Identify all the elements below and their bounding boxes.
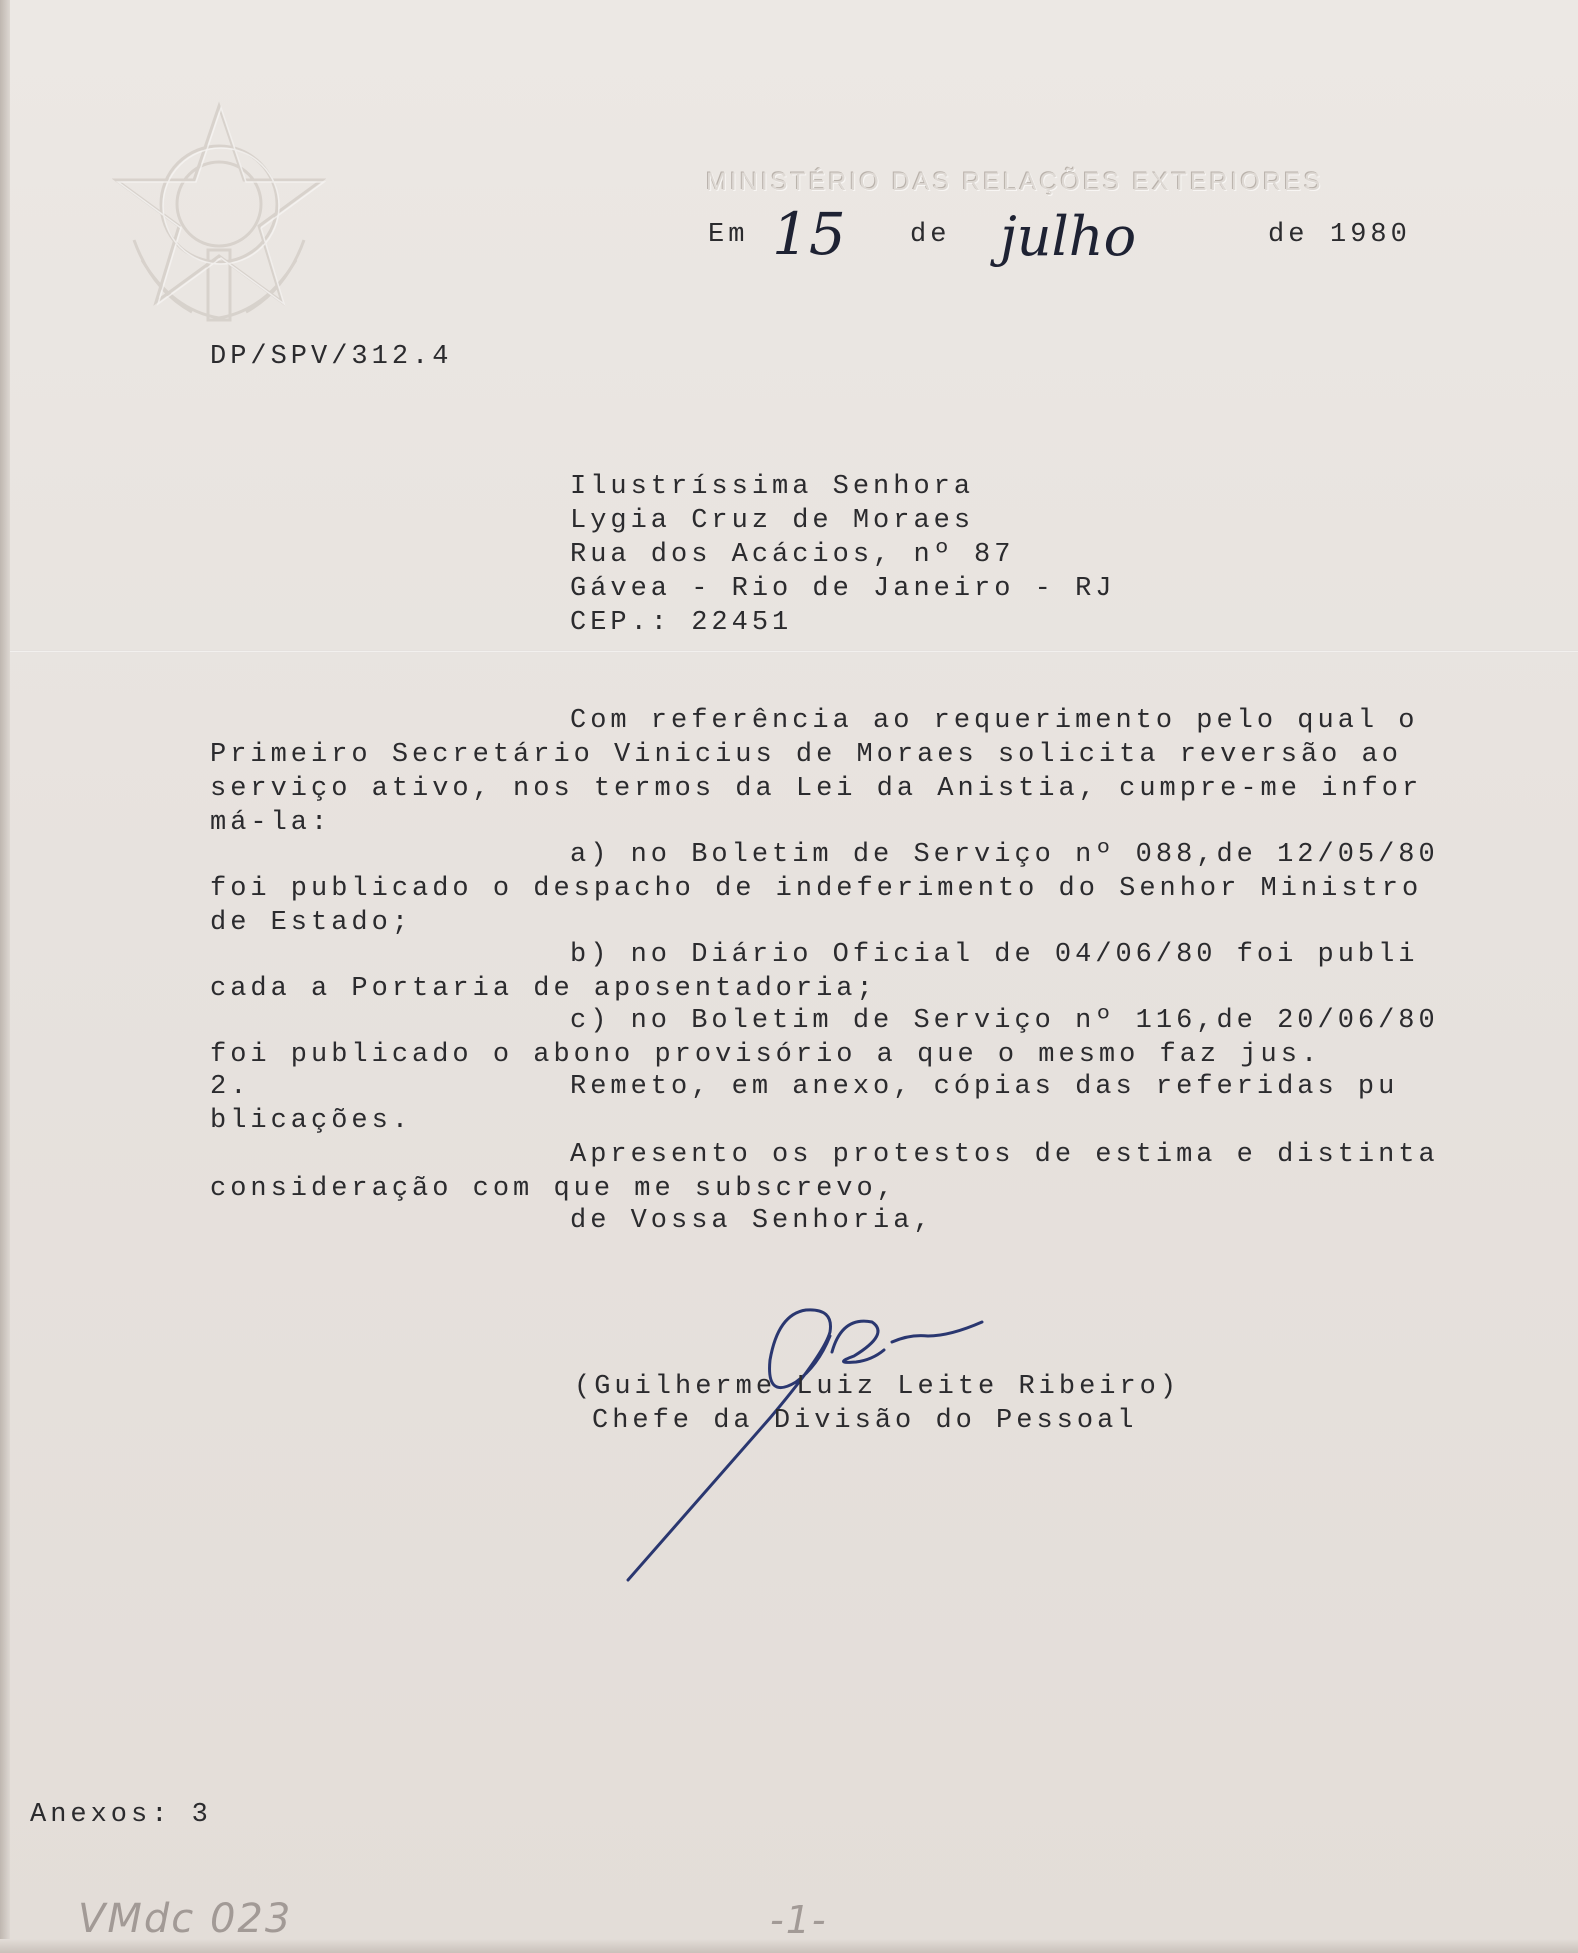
- document-reference: DP/SPV/312.4: [210, 342, 453, 372]
- date-prefix: Em: [708, 220, 749, 250]
- body-line: foi publicado o abono provisório a que o mesmo faz jus.: [210, 1040, 1322, 1070]
- body-line: serviço ativo, nos termos da Lei da Anistia, cumpre-me infor: [210, 774, 1423, 804]
- body-line: foi publicado o despacho de indeferimento do Senhor Ministro: [210, 874, 1423, 904]
- signatory-title: Chefe da Divisão do Pessoal: [592, 1406, 1138, 1436]
- date-month-handwritten: julho: [1000, 205, 1137, 268]
- closing-line: de Vossa Senhoria,: [570, 1206, 934, 1236]
- recipient-street: Rua dos Acácios, nº 87: [570, 540, 1015, 570]
- body-line: blicações.: [210, 1106, 413, 1136]
- coat-of-arms-emboss-icon: [112, 100, 326, 326]
- body-line: Apresento os protestos de estima e distinta: [570, 1140, 1439, 1170]
- handwritten-signature: [610, 1290, 1010, 1600]
- body-line: Com referência ao requerimento pelo qual o: [570, 706, 1419, 736]
- recipient-cep: CEP.: 22451: [570, 608, 793, 638]
- body-line: Primeiro Secretário Vinicius de Moraes solicita reversão ao: [210, 740, 1402, 770]
- paragraph-number: 2.: [210, 1072, 251, 1102]
- date-day-handwritten: 15: [772, 200, 846, 268]
- date-year: 1980: [1330, 220, 1411, 250]
- paper-fold: [10, 650, 1578, 653]
- body-line: cada a Portaria de aposentadoria;: [210, 974, 877, 1004]
- body-line: a) no Boletim de Serviço nº 088,de 12/05/80: [570, 840, 1439, 870]
- body-line: consideração com que me subscrevo,: [210, 1174, 897, 1204]
- date-de-1: de: [910, 220, 951, 250]
- recipient-city: Gávea - Rio de Janeiro - RJ: [570, 574, 1116, 604]
- body-line: b) no Diário Oficial de 04/06/80 foi publi: [570, 940, 1419, 970]
- body-line: c) no Boletim de Serviço nº 116,de 20/06/80: [570, 1006, 1439, 1036]
- body-line: Remeto, em anexo, cópias das referidas pu: [570, 1072, 1399, 1102]
- body-line: de Estado;: [210, 908, 413, 938]
- recipient-salutation: Ilustríssima Senhora: [570, 472, 975, 502]
- paper-edge-left: [0, 0, 10, 1953]
- date-de-2: de: [1268, 220, 1309, 250]
- signatory-name: (Guilherme Luiz Leite Ribeiro): [574, 1372, 1181, 1402]
- recipient-name: Lygia Cruz de Moraes: [570, 506, 975, 536]
- page-number-pencil: -1-: [770, 1898, 828, 1942]
- body-line: má-la:: [210, 808, 332, 838]
- annexes-count: Anexos: 3: [30, 1800, 212, 1830]
- letterhead-ministry: MINISTÉRIO DAS RELAÇÕES EXTERIORES: [706, 168, 1324, 196]
- archive-code-pencil: VMdc 023: [78, 1896, 293, 1942]
